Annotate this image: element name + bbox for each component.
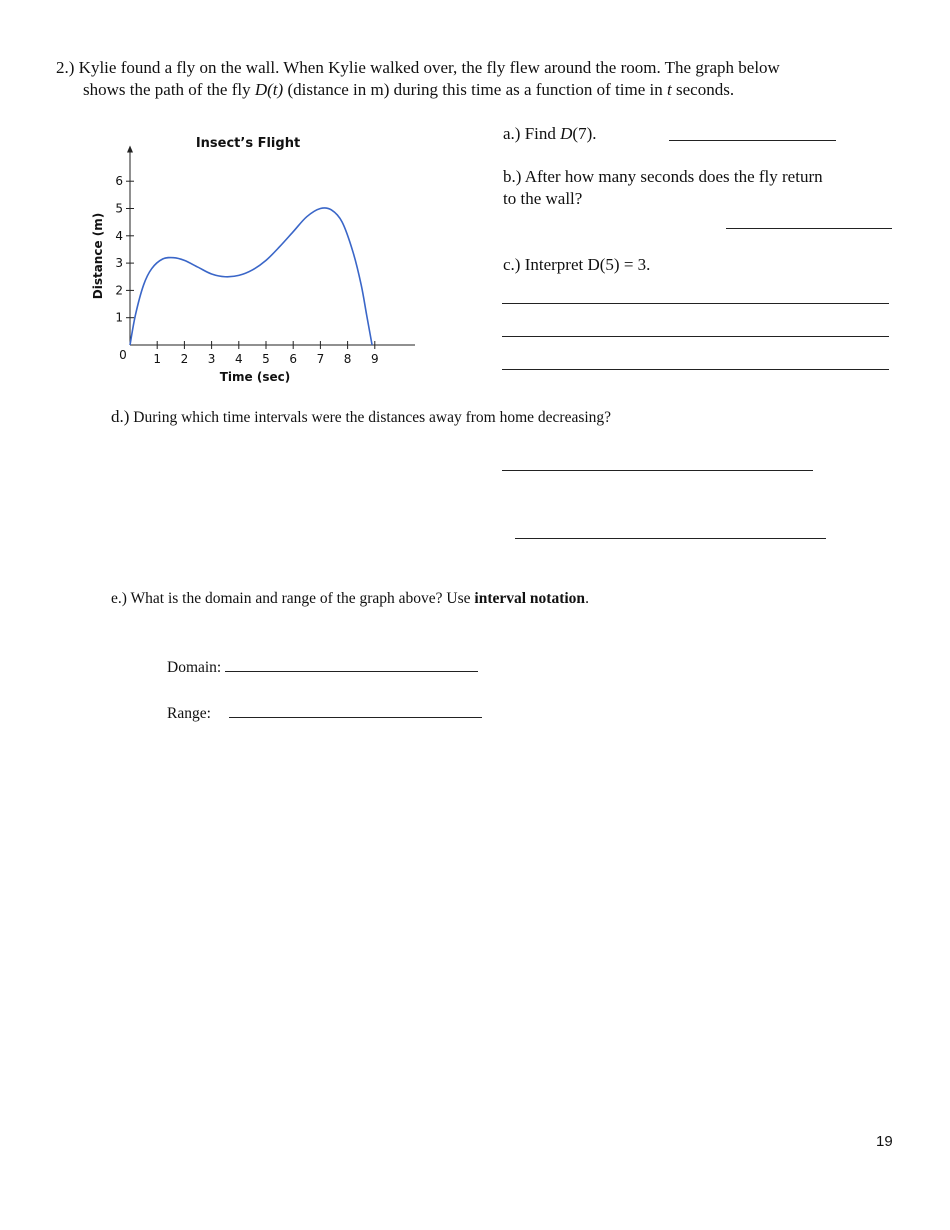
problem-text: (distance in m) during this time as a function of time in xyxy=(283,80,668,99)
x-tick-label: 9 xyxy=(370,352,379,366)
question-d xyxy=(111,407,611,428)
function-notation: D(t) xyxy=(254,80,284,99)
y-tick-label: 5 xyxy=(115,201,123,216)
domain-label: Domain: xyxy=(167,659,222,676)
problem-text: seconds. xyxy=(671,80,735,99)
question-b-line-2: to the wall? xyxy=(503,189,583,208)
question-d-label: d.) xyxy=(111,407,130,426)
page-number: 19 xyxy=(876,1133,893,1150)
y-tick-label: 6 xyxy=(115,174,123,189)
problem-number: 2.) xyxy=(56,58,75,77)
range-row xyxy=(167,703,482,724)
variable-t: t xyxy=(667,80,672,99)
x-tick-label: 6 xyxy=(289,352,298,366)
series-line-distance xyxy=(130,208,372,345)
domain-answer-blank[interactable] xyxy=(225,657,478,672)
question-d-text: During which time intervals were the distances away from home decreasing? xyxy=(133,409,612,426)
x-axis-label: Time (sec) xyxy=(219,370,291,384)
y-tick-label: 2 xyxy=(115,283,123,298)
question-e-text: e.) What is the domain and range of the graph above? Use xyxy=(111,590,475,607)
range-label: Range: xyxy=(167,705,211,722)
question-e-text: . xyxy=(585,590,589,607)
origin-label: 0 xyxy=(119,348,127,362)
range-answer-blank[interactable] xyxy=(229,703,482,718)
problem-line-1 xyxy=(56,57,780,79)
question-a-text: a.) Find xyxy=(503,124,561,143)
question-e xyxy=(111,589,589,609)
question-b-line-1: b.) After how many seconds does the fly return xyxy=(503,167,823,186)
y-tick-label: 4 xyxy=(115,228,123,243)
answer-blank-b[interactable] xyxy=(726,228,892,229)
y-axis-label: Distance (m) xyxy=(91,212,105,300)
problem-line-2 xyxy=(83,79,734,101)
chart-axes xyxy=(127,146,415,348)
x-tick-label: 1 xyxy=(153,352,162,366)
function-notation: D xyxy=(560,124,573,143)
answer-blank-a[interactable] xyxy=(669,140,836,141)
y-axis-arrow xyxy=(127,146,133,153)
x-tick-label: 8 xyxy=(343,352,352,366)
x-tick-label: 7 xyxy=(316,352,325,366)
answer-blank-d-1[interactable] xyxy=(502,470,813,471)
x-tick-label: 5 xyxy=(262,352,270,366)
answer-blank-d-2[interactable] xyxy=(515,538,826,539)
chart-title: Insect’s Flight xyxy=(195,136,301,151)
domain-row xyxy=(167,657,478,678)
insect-flight-chart xyxy=(85,128,415,393)
question-a-text: (7). xyxy=(572,124,597,143)
problem-text: shows the path of the fly xyxy=(83,80,255,99)
problem-text-line-1: Kylie found a fly on the wall. When Kylie walked over, the fly flew around the room. The graph below xyxy=(78,58,780,77)
y-tick-label: 3 xyxy=(115,256,123,271)
question-a xyxy=(503,123,597,145)
x-tick-label: 4 xyxy=(234,352,243,366)
x-tick-label: 2 xyxy=(180,352,189,366)
chart-ticks xyxy=(115,174,378,366)
y-tick-label: 1 xyxy=(115,310,123,325)
answer-blank-c-2[interactable] xyxy=(502,336,889,337)
question-e-emphasis: interval notation xyxy=(474,590,586,607)
answer-blank-c-1[interactable] xyxy=(502,303,889,304)
question-c: c.) Interpret D(5) = 3. xyxy=(503,255,651,274)
answer-blank-c-3[interactable] xyxy=(502,369,889,370)
x-tick-label: 3 xyxy=(207,352,216,366)
